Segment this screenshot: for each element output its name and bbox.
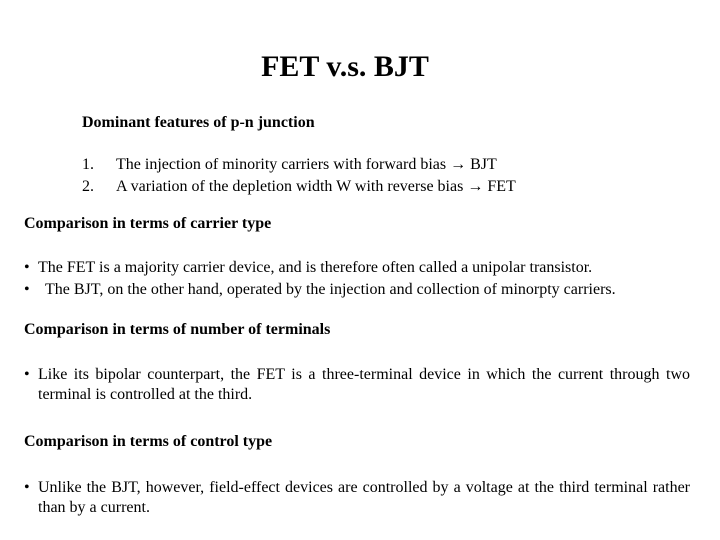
bullet-marker: • bbox=[24, 259, 30, 276]
item-text: The injection of minority carriers with forward bias → BJT bbox=[116, 156, 497, 173]
control-type-heading: Comparison in terms of control type bbox=[24, 433, 273, 450]
bullet-marker: • bbox=[24, 479, 30, 496]
dominant-features-heading: Dominant features of p-n junction bbox=[82, 114, 315, 131]
bullet-text: The FET is a majority carrier device, and is therefore often called a unipolar transistor. bbox=[38, 259, 593, 276]
terminals-heading: Comparison in terms of number of terminals bbox=[24, 321, 331, 338]
bullet-marker: • bbox=[24, 366, 30, 383]
page-title: FET v.s. BJT bbox=[261, 50, 429, 83]
bullet-marker: • bbox=[24, 281, 30, 298]
carrier-bullet-1 bbox=[24, 258, 704, 278]
carrier-bullet-2 bbox=[24, 280, 704, 300]
bullet-text: Unlike the BJT, however, field-effect devices are controlled by a voltage at the third terminal rather than by a current. bbox=[38, 479, 690, 516]
item-text: A variation of the depletion width W with reverse bias → FET bbox=[116, 178, 516, 195]
dominant-features-item-1 bbox=[82, 155, 682, 175]
bullet-text: Like its bipolar counterpart, the FET is a three-terminal device in which the current through two terminal is controlled at the third. bbox=[38, 366, 690, 403]
item-number: 1. bbox=[82, 156, 94, 173]
carrier-type-heading: Comparison in terms of carrier type bbox=[24, 215, 272, 232]
terminals-bullet-1 bbox=[24, 365, 690, 405]
bullet-text: The BJT, on the other hand, operated by the injection and collection of minorpty carriers. bbox=[45, 281, 616, 298]
item-number: 2. bbox=[82, 178, 94, 195]
control-bullet-1 bbox=[24, 478, 690, 518]
dominant-features-item-2 bbox=[82, 177, 682, 197]
